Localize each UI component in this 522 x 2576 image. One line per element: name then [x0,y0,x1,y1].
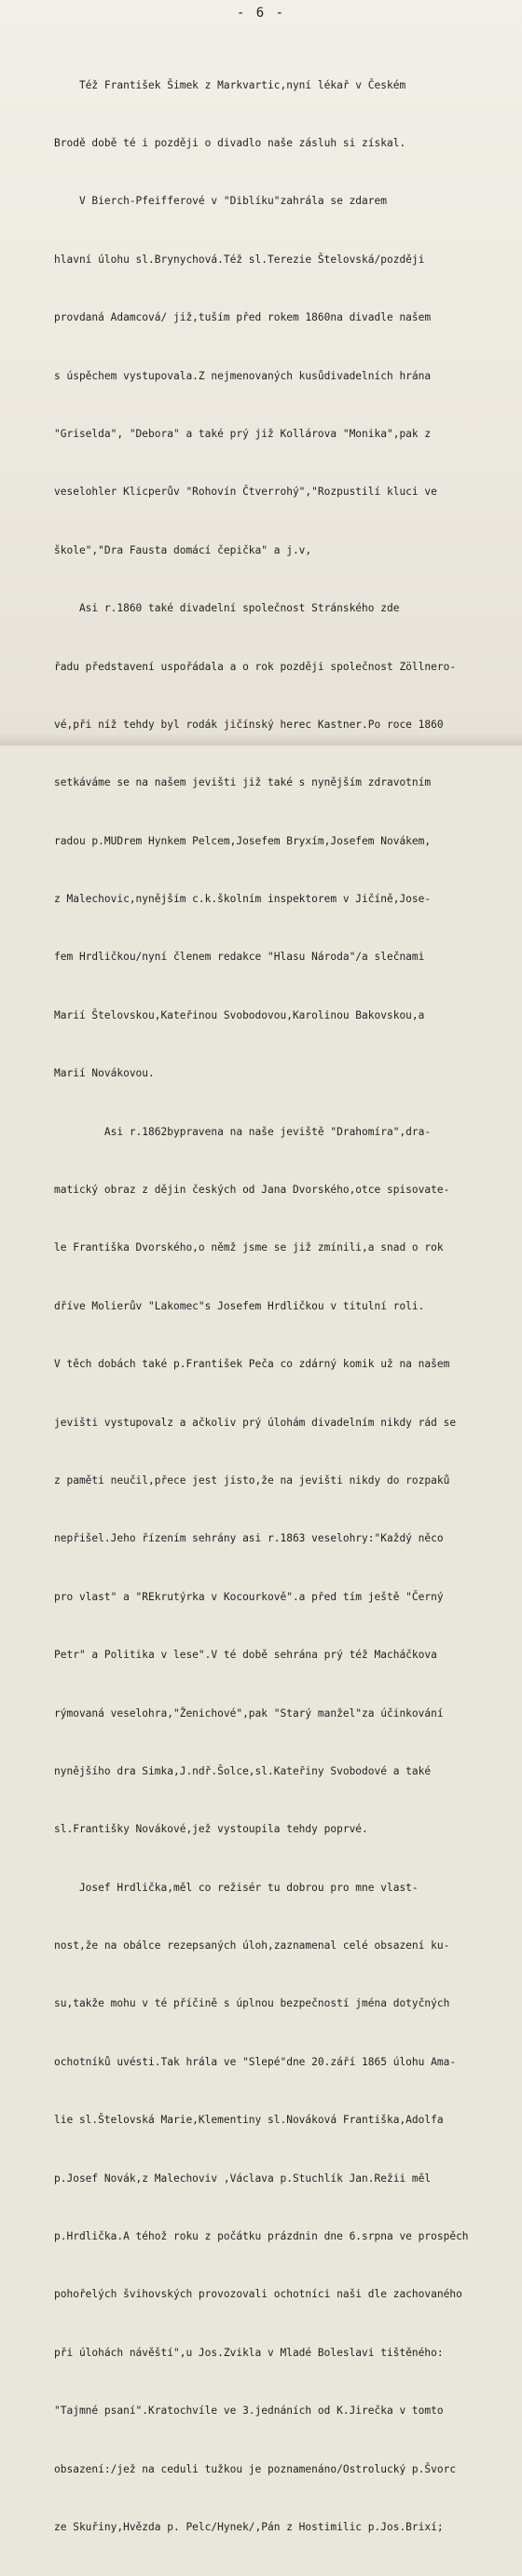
page-bottom-shadow [0,733,522,746]
text-line: Marií Štelovskou,Kateřinou Svobodovou,Karolinou Bakovskou,a [54,1008,425,1021]
text-line: Asi r.1862bypravena na naše jeviště "Drahomíra",dra- [54,1125,432,1138]
text-line: V Bierch-Pfeifferové v "Diblíku"zahrála se zdarem [54,195,387,208]
text-line: obsazení:/jež na ceduli tužkou je poznamenáno/Ostrolucký p.Švorc [54,2462,457,2475]
text-line: škole","Dra Fausta domácí čepička" a j.v, [54,543,312,556]
text-line: při úlohách návěští",u Jos.Zvikla v Mladé Boleslavi tištěného: [54,2346,444,2359]
text-line: ochotníků uvésti.Tak hrála ve "Slepé"dne 20.září 1865 úlohu Ama- [54,2055,457,2068]
text-line: pro vlast" a "REkrutýrka v Kocourkově".a před tím ještě "Černý [54,1590,444,1603]
text-line: fem Hrdličkou/nyní členem redakce "Hlasu Národa"/a slečnami [54,951,425,964]
text-line: le Františka Dvorského,o němž jsme se již zmínili,a snad o rok [54,1241,444,1254]
text-line: Též František Šimek z Markvartic,nyní lékař v Českém [54,78,406,91]
text-line: Brodě době té i později o divadlo naše zásluh si získal. [54,136,406,149]
text-line: s úspěchem vystupovala.Z nejmenovaných kusůdivadelních hrána [54,369,432,382]
text-line: p.Josef Novák,z Malechoviv ,Václava p.Stuchlík Jan.Režii měl [54,2172,432,2185]
text-line: Josef Hrdlička,měl co režisér tu dobrou pro mne vlast- [54,1881,419,1894]
text-line: rýmovaná veselohra,"Ženichové",pak "Starý manžel"za účinkování [54,1706,444,1720]
text-line: nepřišel.Jeho řízením sehrány asi r.1863 veselohry:"Každý něco [54,1532,444,1545]
text-line: pohořelých švihovských provozovali ochotníci naši dle zachovaného [54,2288,462,2301]
text-line: Marií Novákovou. [54,1067,155,1080]
text-line: z paměti neučil,přece jest jisto,že na jevišti nikdy do rozpaků [54,1473,450,1487]
text-line: sl.Františky Novákové,jež vystoupila tehdy poprvé. [54,1823,368,1836]
text-line: jevišti vystupovalz a ačkoliv prý úlohám divadelním nikdy rád se [54,1416,457,1429]
text-line: provdaná Adamcová/ již,tuším před rokem 1860na divadle našem [54,311,432,324]
text-line: radou p.MUDrem Hynkem Pelcem,Josefem Bryxím,Josefem Novákem, [54,834,432,847]
text-line: Asi r.1860 také divadelní společnost Stránského zde [54,602,400,615]
text-line: setkáváme se na našem jevišti již také s nynějším zdravotním [54,776,432,789]
text-line: ze Skuřiny,Hvězda p. Pelc/Hynek/,Pán z Hostimilic p.Jos.Brixí; [54,2521,444,2533]
text-line: vé,při níž tehdy byl rodák jičínský herec Kastner.Po roce 1860 [54,718,444,731]
text-line: V těch dobách také p.František Peča co zdárný komik už na našem [54,1358,450,1371]
text-line: Petr" a Politika v lese".V té době sehrána prý též Macháčkova [54,1649,437,1662]
text-line: nynějšího dra Simka,J.ndř.Šolce,sl.Kateřiny Svobodové a také [54,1764,432,1777]
page-number: - 6 - [236,6,286,21]
text-line: z Malechovic,nynějším c.k.školním inspektorem v Jičíně,Jose- [54,893,432,906]
text-line: matický obraz z dějin českých od Jana Dvorského,otce spisovate- [54,1184,450,1197]
text-line: nost,že na obálce rezepsaných úloh,zaznamenal celé obsazení ku- [54,1939,450,1953]
page-text [54,37,520,2576]
text-line: su,takže mohu v té příčině s úplnou bezpečností jména dotyčných [54,1997,450,2010]
text-line: hlavní úlohu sl.Brynychová.Též sl.Terezie Štelovská/později [54,253,425,266]
text-line: "Tajmné psaní".Kratochvíle ve 3.jednáních od K.Jirečka v tomto [54,2405,444,2418]
text-line: dříve Molierův "Lakomec"s Josefem Hrdličkou v titulní roli. [54,1299,425,1312]
text-line: veselohler Klicperův "Rohovín Čtverrohý","Rozpustilí kluci ve [54,486,437,499]
text-line: "Griselda", "Debora" a také prý již Kollárova "Monika",pak z [54,427,432,440]
text-line: řadu představení uspořádala a o rok později společnost Zöllnero- [54,660,457,673]
text-line: lie sl.Štelovská Marie,Klementiny sl.Nováková Františka,Adolfa [54,2114,444,2127]
text-line: p.Hrdlička.A téhož roku z počátku prázdnin dne 6.srpna ve prospěch [54,2230,469,2243]
